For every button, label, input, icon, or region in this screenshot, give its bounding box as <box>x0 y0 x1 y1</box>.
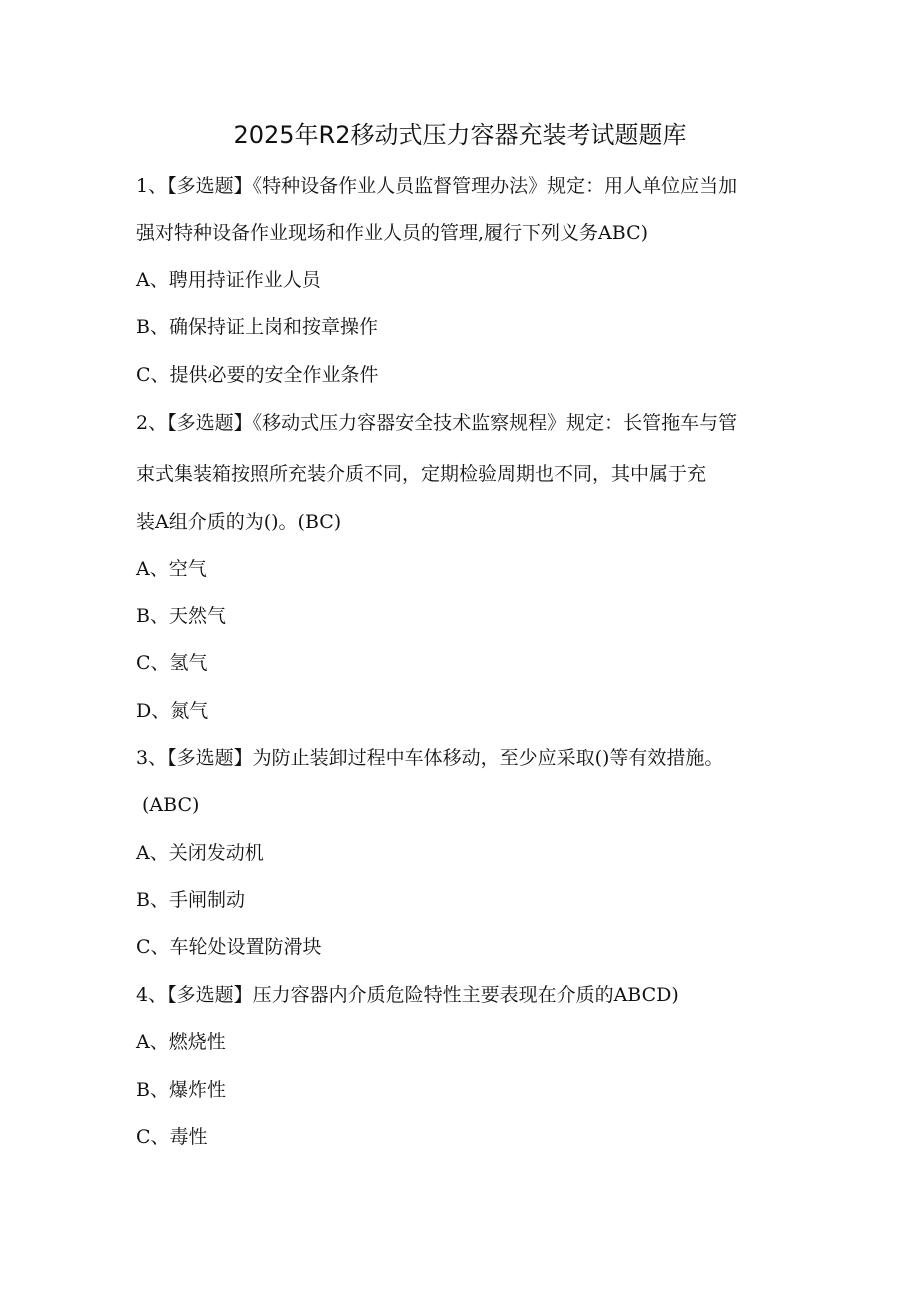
question-2-text-line-2: 束式集装箱按照所充装介质不同，定期检验周期也不同，其中属于充 <box>136 463 707 485</box>
question-1-option-c: C、提供必要的安全作业条件 <box>136 364 379 386</box>
question-2-text-line-1: 2、【多选题】《移动式压力容器安全技术监察规程》规定：长管拖车与管 <box>136 412 738 434</box>
question-2-option-b: B、天然气 <box>136 605 226 627</box>
question-1-text-line-1: 1、【多选题】《特种设备作业人员监督管理办法》规定：用人单位应当加 <box>136 175 738 197</box>
question-3-option-a: A、关闭发动机 <box>136 842 264 864</box>
question-2-option-c: C、氢气 <box>136 652 208 674</box>
question-3-text-line-2: (ABC) <box>142 794 200 816</box>
question-4-option-b: B、爆炸性 <box>136 1079 226 1101</box>
question-2-text-line-3: 装A组介质的为()。(BC) <box>136 511 342 533</box>
question-3-option-c: C、车轮处设置防滑块 <box>136 936 322 958</box>
question-2-option-a: A、空气 <box>136 558 207 580</box>
question-1-option-b: B、确保持证上岗和按章操作 <box>136 316 378 338</box>
question-1-text-line-2: 强对特种设备作业现场和作业人员的管理,履行下列义务ABC) <box>136 222 649 244</box>
document-title: 2025年R2移动式压力容器充装考试题题库 <box>233 121 687 149</box>
question-2-option-d: D、氮气 <box>136 700 209 722</box>
question-3-text-line-1: 3、【多选题】为防止装卸过程中车体移动，至少应采取()等有效措施。 <box>136 747 724 769</box>
question-4-text-line-1: 4、【多选题】压力容器内介质危险特性主要表现在介质的ABCD) <box>136 984 679 1006</box>
question-1-option-a: A、聘用持证作业人员 <box>136 269 321 291</box>
question-4-option-c: C、毒性 <box>136 1126 208 1148</box>
question-4-option-a: A、燃烧性 <box>136 1031 226 1053</box>
question-3-option-b: B、手闸制动 <box>136 889 245 911</box>
